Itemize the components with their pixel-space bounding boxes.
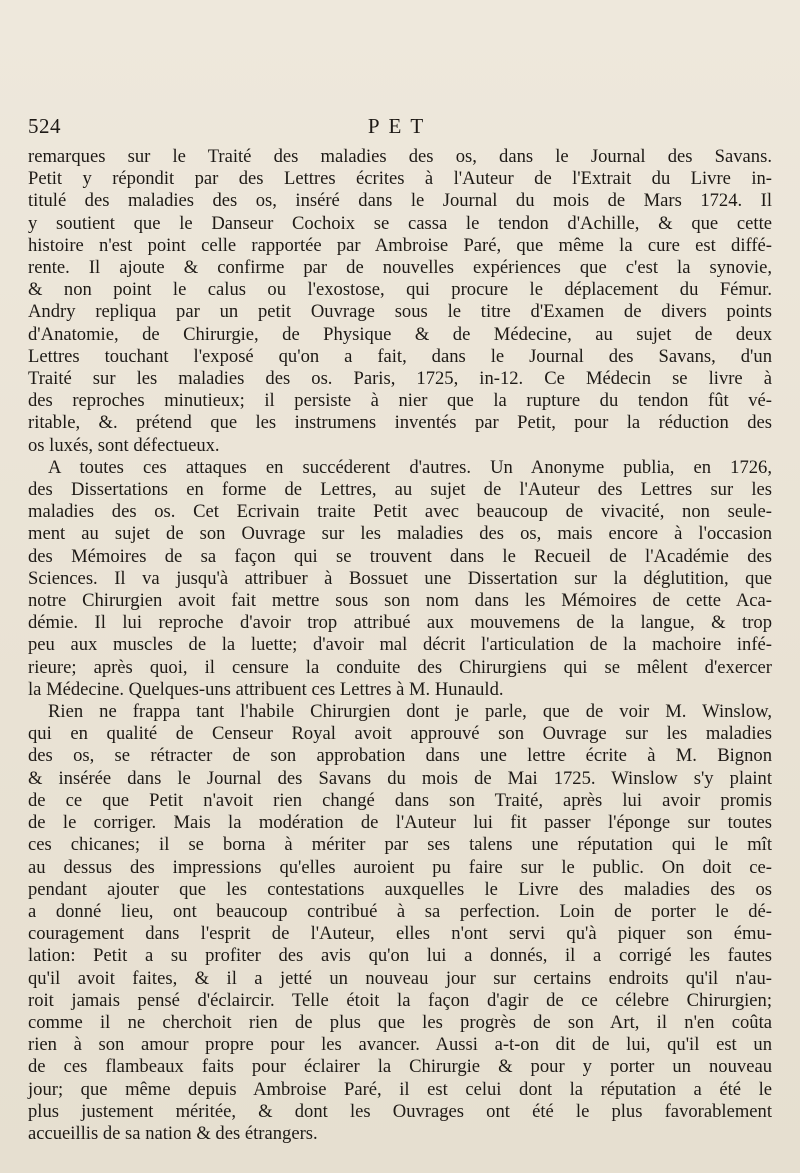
text-line: A toutes ces attaques en succéderent d'autres. Un Anonyme publia, en 1726, <box>48 456 772 478</box>
text-line: plus justement méritée, & dont les Ouvrages ont été le plus favorablement <box>28 1100 772 1122</box>
text-line: rieure; après quoi, il censure la conduite des Chirurgiens qui se mêlent d'exercer <box>28 656 772 678</box>
text-line: ment au sujet de son Ouvrage sur les maladies des os, mais encore à l'occasion <box>28 523 772 545</box>
text-line: notre Chirurgien avoit fait mettre sous son nom dans les Mémoires de cette Aca- <box>28 590 772 612</box>
page-header <box>28 114 772 144</box>
text-line: Rien ne frappa tant l'habile Chirurgien dont je parle, que de voir M. Winslow, <box>48 701 772 723</box>
text-line: de le corriger. Mais la modération de l'Auteur lui fit passer l'éponge sur toutes <box>28 812 772 834</box>
text-line: lation: Petit a su profiter des avis qu'on lui a donnés, il a corrigé les fautes <box>28 945 772 967</box>
text-line: couragement dans l'esprit de l'Auteur, elles n'ont servi qu'à piquer son ému- <box>28 923 772 945</box>
text-line: rente. Il ajoute & confirme par de nouvelles expériences que c'est la synovie, <box>28 257 772 279</box>
text-line: Traité sur les maladies des os. Paris, 1725, in-12. Ce Médecin se livre à <box>28 368 772 390</box>
text-line: qui en qualité de Censeur Royal avoit approuvé son Ouvrage sur les maladies <box>28 723 772 745</box>
text-line: de ce que Petit n'avoit rien changé dans son Traité, après lui avoir promis <box>28 789 772 811</box>
text-line: roit jamais pensé d'éclaircir. Telle étoit la façon d'agir de ce célebre Chirurgien; <box>28 989 772 1011</box>
text-line: histoire n'est point celle rapportée par Ambroise Paré, que même la cure est diffé- <box>28 234 772 256</box>
text-line: y soutient que le Danseur Cochoix se cassa le tendon d'Achille, & que cette <box>28 212 772 234</box>
text-line: & non point le calus ou l'exostose, qui procure le déplacement du Fémur. <box>28 279 772 301</box>
text-line: des Mémoires de sa façon qui se trouvent dans le Recueil de l'Académie des <box>28 545 772 567</box>
text-line: accueillis de sa nation & des étrangers. <box>28 1122 318 1144</box>
text-line: ces chicanes; il se borna à mériter par ses talens une réputation qui le mît <box>28 834 772 856</box>
text-line: ritable, &. prétend que les instrumens inventés par Petit, pour la réduction des <box>28 412 772 434</box>
text-line: remarques sur le Traité des maladies des os, dans le Journal des Savans. <box>28 146 772 167</box>
text-line: maladies des os. Cet Ecrivain traite Petit avec beaucoup de vivacité, non seule- <box>28 501 772 523</box>
text-line: Lettres touchant l'exposé qu'on a fait, dans le Journal des Savans, d'un <box>28 345 772 367</box>
text-line: démie. Il lui reproche d'avoir trop attribué aux mouvemens de la langue, & trop <box>28 612 772 634</box>
text-line: Sciences. Il va jusqu'à attribuer à Bossuet une Dissertation sur la déglutition, que <box>28 567 772 589</box>
text-line: peu aux muscles de la luette; d'avoir mal décrit l'articulation de la machoire infé- <box>28 634 772 656</box>
text-line: a donné lieu, ont beaucoup contribué à sa perfection. Loin de porter le dé- <box>28 900 772 922</box>
text-line: des reproches minutieux; il persiste à nier que la rupture du tendon fût vé- <box>28 390 772 412</box>
page-number: 524 <box>28 114 61 138</box>
text-line: rien à son amour propre pour les avancer. Aussi a-t-on dit de lui, qu'il est un <box>28 1034 772 1056</box>
running-head: PET <box>367 114 433 138</box>
body-text <box>28 146 772 1145</box>
text-line: au dessus des impressions qu'elles auroient pu faire sur le public. On doit ce- <box>28 856 772 878</box>
text-line: des os, se rétracter de son approbation dans une lettre écrite à M. Bignon <box>28 745 772 767</box>
text-line: & insérée dans le Journal des Savans du mois de Mai 1725. Winslow s'y plaint <box>28 767 772 789</box>
text-line: des Dissertations en forme de Lettres, au sujet de l'Auteur des Lettres sur les <box>28 479 772 501</box>
text-line: Andry repliqua par un petit Ouvrage sous le titre d'Examen de divers points <box>28 301 772 323</box>
text-line: de ces flambeaux faits pour éclairer la Chirurgie & pour y porter un nouveau <box>28 1056 772 1078</box>
text-line: d'Anatomie, de Chirurgie, de Physique & de Médecine, au sujet de deux <box>28 323 772 345</box>
text-line: comme il ne cherchoit rien de plus que les progrès de son Art, il n'en coûta <box>28 1011 772 1033</box>
text-line: pendant ajouter que les contestations auxquelles le Livre des maladies des os <box>28 878 772 900</box>
text-line: la Médecine. Quelques-uns attribuent ces Lettres à M. Hunauld. <box>28 678 504 700</box>
text-line: titulé des maladies des os, inséré dans le Journal du mois de Mars 1724. Il <box>28 190 772 212</box>
text-line: qu'il avoit faites, & il a jetté un nouveau jour sur certains endroits qu'il n'au- <box>28 967 772 989</box>
text-line: os luxés, sont défectueux. <box>28 434 220 456</box>
text-line: jour; que même depuis Ambroise Paré, il est celui dont la réputation a été le <box>28 1078 772 1100</box>
text-line: Petit y répondit par des Lettres écrites à l'Auteur de l'Extrait du Livre in- <box>28 168 772 190</box>
